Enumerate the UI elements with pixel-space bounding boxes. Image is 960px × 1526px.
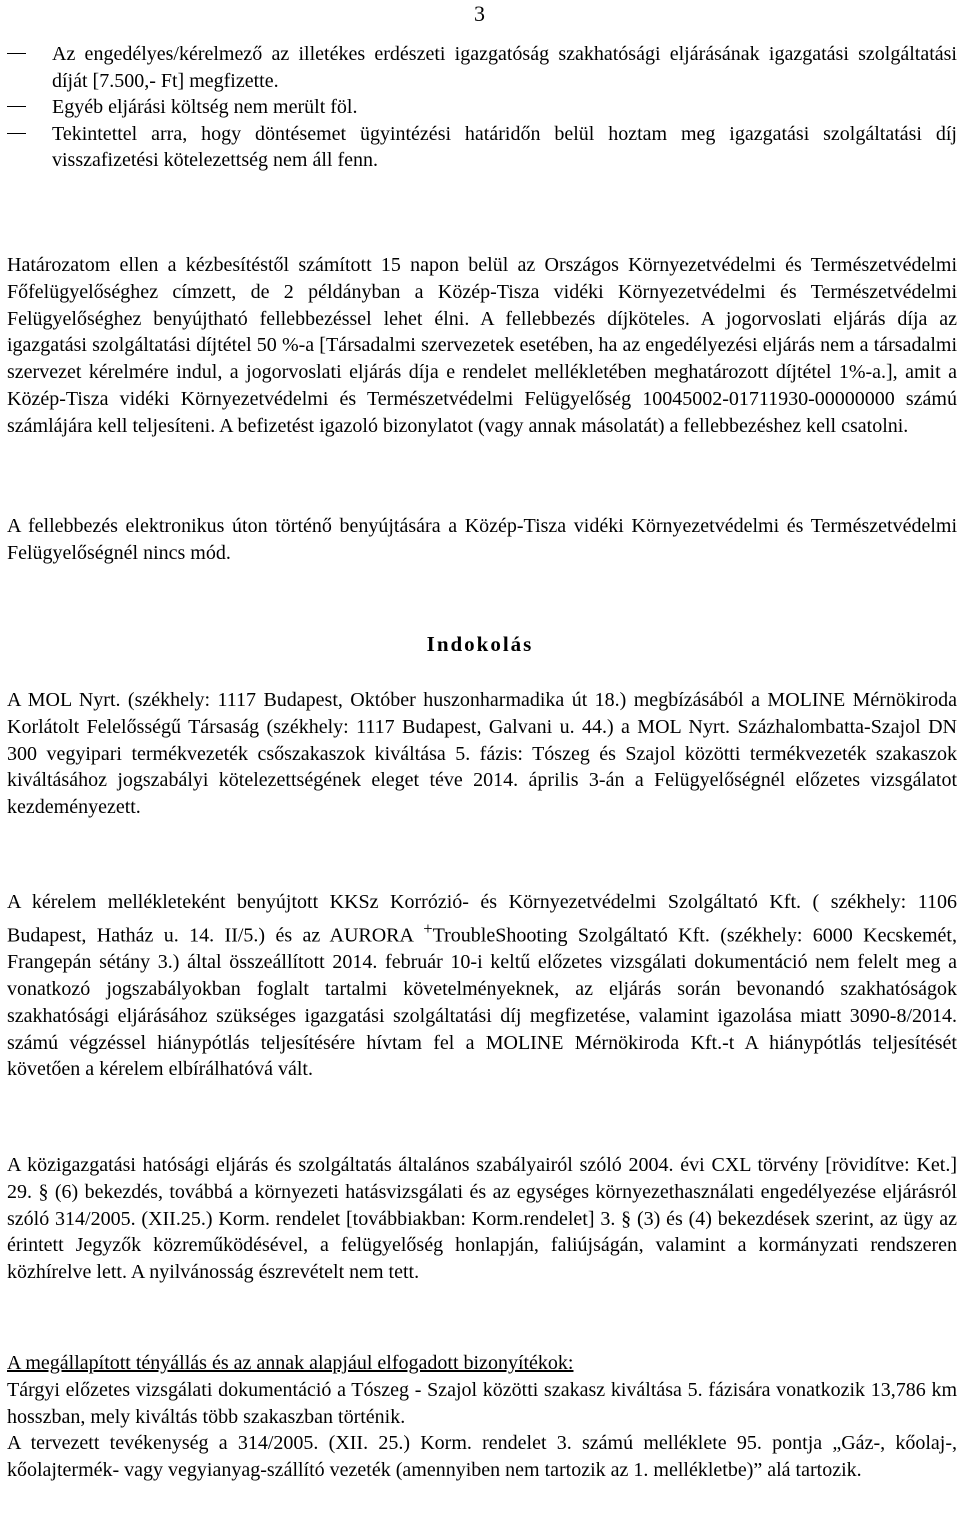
application-text-start: A kérelem mellékleteként benyújtott KKSz Korrózió- és Környezetvédelmi Szolgáltató Kft. ( székhely: 1106 Budapest, Hatház u. 14. II/5.) és az AURORA [7,891,957,947]
page-number: 3 [474,1,485,26]
bullet-list [7,41,957,174]
facts-section [7,1350,957,1484]
dash-bullet-icon [7,133,26,134]
list-item [7,41,957,94]
electronic-appeal-paragraph: A fellebbezés elektronikus úton történő benyújtására a Közép-Tisza vidéki Környezetvédelmi és Természetvédelmi Felügyelőségnél nincs mód. [7,515,957,564]
application-text-end: TroubleShooting Szolgáltató Kft. (székhely: 6000 Kecskemét, Frangepán sétány 3.) által összeállított 2014. február 10-i keltű előzetes vizsgálati dokumentáció nem felelt meg a vonatkozó jogszabályokban foglalt tartalmi követelményeknek, az eljárás során bevonandó szakhatóságok szakhatósági eljárásához szükséges igazgatási szolgáltatási díj megfizetése, valamint igazolása miatt 3090-8/2014. számú végzéssel hiánypótlás teljesítésére hívtam fel a MOLINE Mérnökiroda Kft.-t A hiánypótlás teljesítését követően a kérelem elbírálhatóvá vált. [7,924,957,1081]
list-item [7,121,957,174]
facts-line-1: Tárgyi előzetes vizsgálati dokumentáció a Tószeg - Szajol közötti szakasz kiváltása 5. fázisára vonatkozik 13,786 km hosszban, mely kiváltás több szakaszban történik. [7,1378,957,1428]
mol-paragraph: A MOL Nyrt. (székhely: 1117 Budapest, Október huszonharmadika út 18.) megbízásából a MOLINE Mérnökiroda Korlátolt Felelősségű Társaság (székhely: 1117 Budapest, Galvani u. 44.) a MOL Nyrt. Százhalombatta-Szajol DN 300 vegyipari termékvezeték csőszakaszok kiváltása 5. fázis: Tószeg és Szajol közötti termékvezeték szakaszok kiváltásához jogszabályi kötelezettségének eleget téve 2014. április 3-án a Felügyelőségnél előzetes vizsgálatot kezdeményezett. [7,689,957,819]
list-item-text: Egyéb eljárási költség nem merült föl. [52,96,358,118]
list-item-text: Az engedélyes/kérelmező az illetékes erdészeti igazgatóság szakhatósági eljárásának igazgatási szolgáltatási díját [7.500,- Ft] megfizette. [52,43,957,92]
appeal-paragraph: Határozatom ellen a kézbesítéstől számított 15 napon belül az Országos Környezetvédelmi és Természetvédelmi Főfelügyelőséghez címzett, de 2 példányban a Közép-Tisza vidéki Környezetvédelmi és Természetvédelmi Felügyelőséghez benyújtható fellebbezéssel lehet élni. A fellebbezés díjköteles. A jogorvoslati eljárás díja az igazgatási szolgáltatási díjtétel 50 %-a [Társadalmi szervezetek esetében, ha az engedélyezési eljárás nem a társadalmi szervezet kérelmére indul, a jogorvoslati eljárás díja e rendelet mellékletében meghatározott díjtétel 1%-a.], amit a Közép-Tisza vidéki Környezetvédelmi és Természetvédelmi Felügyelőség 10045002-01711930-00000000 számú számlájára kell teljesíteni. A befizetést igazoló bizonylatot (vagy annak másolatát) a fellebbezéshez kell csatolni. [7,254,957,437]
facts-heading: A megállapított tényállás és az annak alapjául elfogadott bizonyítékok: [7,1352,574,1374]
application-paragraph [7,889,957,1083]
facts-line-2: A tervezett tevékenység a 314/2005. (XII. 25.) Korm. rendelet 3. számú melléklete 95. pontja „Gáz-, kőolaj-, kőolajtermék- vagy vegyianyag-szállító vezeték (amennyiben nem tartozik az 1. mellékletbe)” alá tartozik. [7,1432,957,1482]
list-item-text: Tekintettel arra, hogy döntésemet ügyintézési határidőn belül hoztam meg igazgatási szolgáltatási díj visszafizetési kötelezettség nem áll fenn. [52,122,957,171]
superscript-plus: + [423,918,433,938]
dash-bullet-icon [7,53,26,54]
ket-paragraph: A közigazgatási hatósági eljárás és szolgáltatás általános szabályairól szóló 2004. évi CXL törvény [rövidítve: Ket.] 29. § (6) bekezdés, továbbá a környezeti hatásvizsgálati és az egységes környezethasználati engedélyezése eljárásról szóló 314/2005. (XII.25.) Korm. rendelet [továbbiakban: Korm.rendelet] 3. § (3) és (4) bekezdések szerint, az ügy az érintett Jegyzők közreműködésével, a felügyelőség honlapján, faliújságán, valamint a kormányzati rendszeren közhírelve lett. A nyilvánosság észrevételt nem tett. [7,1154,957,1284]
section-title: Indokolás [426,632,534,656]
list-item [7,94,957,121]
dash-bullet-icon [7,106,26,107]
